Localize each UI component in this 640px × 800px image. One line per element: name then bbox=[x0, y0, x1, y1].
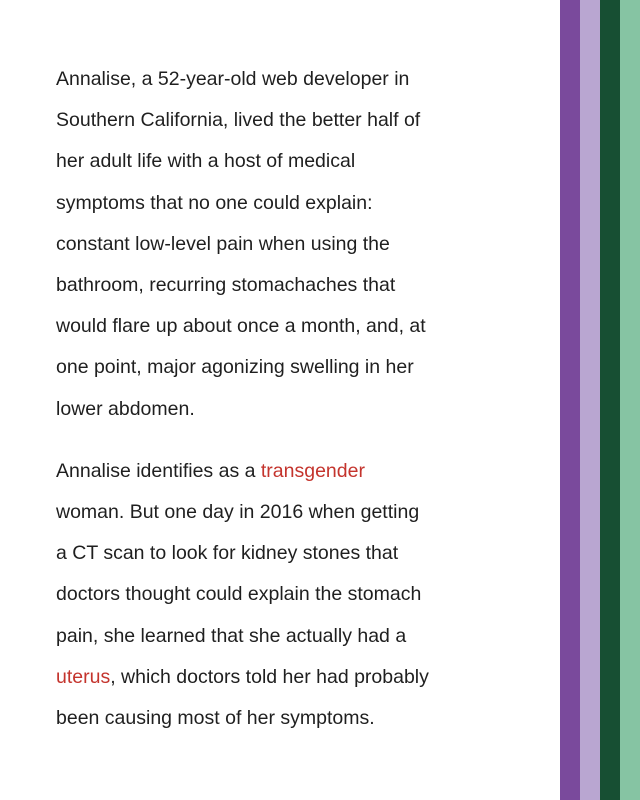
link-transgender[interactable]: transgender bbox=[260, 459, 365, 482]
paragraph-2 bbox=[56, 451, 546, 739]
paragraph-2-line: woman. But one day in 2016 when getting bbox=[56, 501, 420, 524]
article-body bbox=[56, 59, 546, 739]
paragraph-2-text: Annalise identifies as a bbox=[56, 459, 261, 482]
paragraph-1 bbox=[56, 59, 546, 430]
stripe-purple bbox=[560, 0, 580, 800]
paragraph-2-line-1 bbox=[56, 451, 546, 492]
decorative-stripes bbox=[560, 0, 640, 800]
paragraph-2-line: a CT scan to look for kidney stones that bbox=[56, 542, 399, 565]
paragraph-2-line: doctors thought could explain the stomach bbox=[56, 583, 422, 606]
link-uterus[interactable]: uterus bbox=[56, 665, 111, 688]
paragraph-1-line: lower abdomen. bbox=[56, 397, 195, 420]
paragraph-2-line: pain, she learned that she actually had a bbox=[56, 624, 407, 647]
paragraph-1-line: bathroom, recurring stomachaches that bbox=[56, 274, 396, 297]
paragraph-1-line: one point, major agonizing swelling in her bbox=[56, 356, 414, 379]
paragraph-1-line: constant low-level pain when using the bbox=[56, 232, 390, 255]
paragraph-2-line-6 bbox=[56, 657, 546, 698]
stripe-dark-green bbox=[600, 0, 620, 800]
stripe-lavender bbox=[580, 0, 600, 800]
paragraph-1-line: Southern California, lived the better half of bbox=[56, 109, 421, 132]
paragraph-2-line: been causing most of her symptoms. bbox=[56, 707, 375, 730]
paragraph-1-line: would flare up about once a month, and, at bbox=[56, 315, 426, 338]
paragraph-2-text: , which doctors told her had probably bbox=[110, 665, 429, 688]
paragraph-1-line: symptoms that no one could explain: bbox=[56, 191, 373, 214]
paragraph-1-line: her adult life with a host of medical bbox=[56, 150, 356, 173]
paragraph-1-line: Annalise, a 52-year-old web developer in bbox=[56, 68, 410, 90]
stripe-mint-green bbox=[620, 0, 640, 800]
